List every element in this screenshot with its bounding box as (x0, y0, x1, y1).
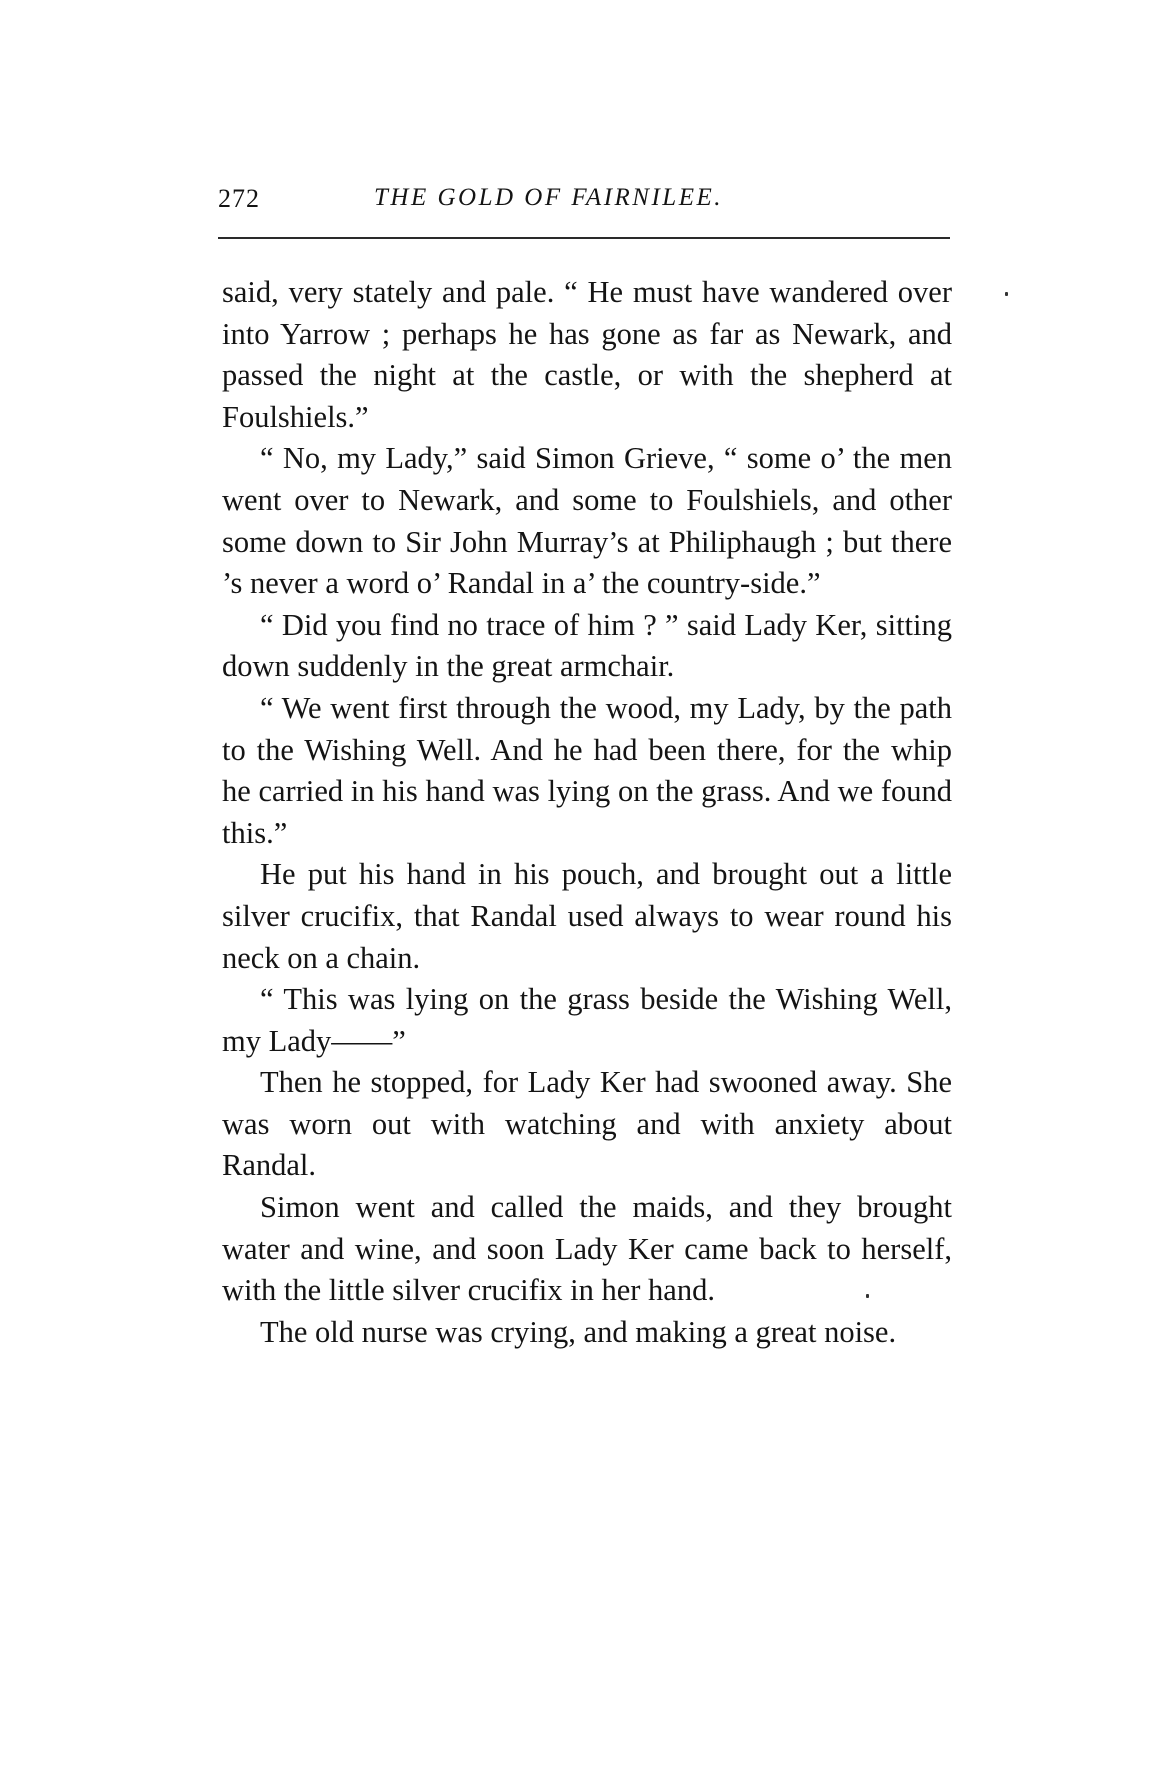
paragraph-4: “ We went first through the wood, my Lady, by the path to the Wishing Well. And he had been there, for the whip he carried in his hand was lying on the grass. And we found this.” (222, 690, 952, 850)
running-title: THE GOLD OF FAIRNILEE. (374, 184, 723, 211)
paragraph-6: “ This was lying on the grass beside the Wishing Well, my Lady——” (222, 982, 952, 1058)
page-header (218, 184, 950, 224)
paragraph-5: He put his hand in his pouch, and brought out a little silver crucifix, that Randal used always to wear round his neck on a chain. (222, 857, 952, 975)
paragraph-3: “ Did you find no trace of him ? ” said Lady Ker, sitting down suddenly in the great armchair. (222, 607, 952, 684)
paragraph-9: The old nurse was crying, and making a great noise. (260, 1314, 897, 1349)
print-speck (1005, 292, 1008, 296)
paragraph-7: Then he stopped, for Lady Ker had swooned away. She was worn out with watching and with anxiety about Randal. (222, 1065, 952, 1183)
print-speck (866, 1294, 869, 1298)
paragraph-2: “ No, my Lady,” said Simon Grieve, “ some o’ the men went over to Newark, and some to Foulshiels, and other some down to Sir John Murray’s at Philiphaugh ; but there ’s never a word o’ Randal in a’ the country-side.” (222, 441, 952, 601)
body-text (222, 272, 952, 1353)
page-number: 272 (218, 184, 260, 213)
paragraph-1: said, very stately and pale. “ He must have wandered over into Yarrow ; perhaps he has gone as far as Newark, and passed the night at the castle, or with the shepherd at Foulshiels.” (222, 275, 952, 434)
paragraph-8: Simon went and called the maids, and they brought water and wine, and soon Lady Ker came back to herself, with the little silver crucifix in her hand. (222, 1190, 952, 1308)
header-rule (218, 237, 950, 239)
